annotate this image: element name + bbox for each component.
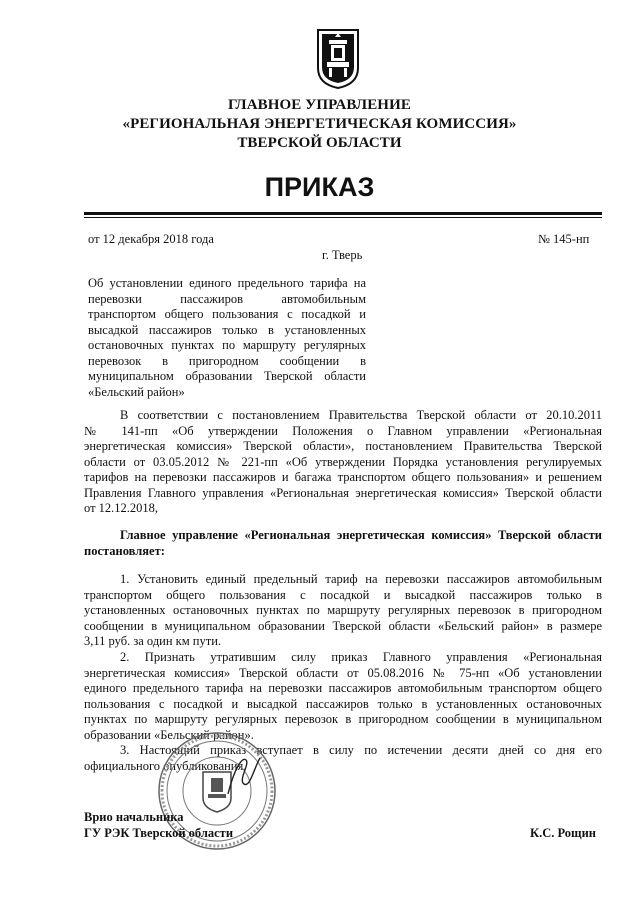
item-2-line: единого предельного тарифа на перевозки пассажиров автомобильным транспортом общего bbox=[84, 681, 602, 695]
item-1-line: установленных остановочных пунктах по маршруту регулярных перевозок в пригородном bbox=[84, 603, 602, 617]
item-2-line: образовании «Бельский район». bbox=[84, 727, 254, 742]
header-line-2: «РЕГИОНАЛЬНАЯ ЭНЕРГЕТИЧЕСКАЯ КОМИССИЯ» bbox=[122, 116, 517, 132]
item-1-line: 1. Установить единый предельный тариф на перевозки пассажиров автомобильным bbox=[120, 572, 602, 586]
preamble-line: от 12.12.2018, bbox=[84, 501, 159, 515]
subject-line: «Бельский район» bbox=[88, 384, 185, 399]
subject-line: перевозки пассажиров автомобильным bbox=[88, 291, 366, 306]
preamble-line: энергетическая комиссия» Тверской области», постановлением Правительства Тверской bbox=[84, 439, 602, 453]
item-3-line: официального опубликования. bbox=[84, 758, 247, 773]
subject-line: транспортом общего пользования с посадкой и bbox=[88, 307, 366, 321]
item-3-line: 3. Настоящий приказ вступает в силу по истечении десяти дней со дня его bbox=[120, 743, 602, 757]
document-number: № 145-нп bbox=[538, 232, 590, 246]
document-date: от 12 декабря 2018 года bbox=[88, 232, 214, 246]
document-subject bbox=[88, 276, 366, 400]
preamble-line: тарифов на перевозки пассажиров и багажа транспортом общего пользования» и решением bbox=[84, 470, 602, 484]
subject-line: перевозок в пригородном сообщении в bbox=[88, 353, 366, 368]
signatory-name: К.С. Рощин bbox=[530, 826, 596, 840]
item-2-line: пользования с посадкой и высадкой пассажиров только в установленных остановочных bbox=[84, 696, 602, 711]
header-rule-thin bbox=[84, 217, 602, 218]
resolves-paragraph bbox=[84, 528, 602, 559]
resolves-line: Главное управление «Региональная энергетическая комиссия» Тверской области bbox=[120, 528, 602, 542]
subject-line: муниципальном образовании Тверской области bbox=[88, 369, 366, 383]
preamble-line: Правления Главного управления «Региональная энергетическая комиссия» Тверской области bbox=[84, 485, 602, 500]
coat-of-arms-icon bbox=[316, 28, 360, 90]
preamble-line: № 141-пп «Об утверждении Положения о Главном управлении «Региональная bbox=[84, 423, 602, 438]
preamble-line: В соответствии с постановлением Правительства Тверской области от 20.10.2011 bbox=[120, 408, 602, 422]
resolves-line: постановляет: bbox=[84, 543, 165, 558]
item-1-paragraph bbox=[84, 572, 602, 650]
item-1-line: 3,11 руб. за один км пути. bbox=[84, 634, 222, 648]
item-2-line: пунктах по маршруту регулярных перевозок в пригородном сообщении в муниципальном bbox=[84, 712, 602, 726]
item-2-line: 2. Признать утратившим силу приказ Главного управления «Региональная bbox=[120, 650, 602, 664]
header-line-1: ГЛАВНОЕ УПРАВЛЕНИЕ bbox=[228, 97, 411, 113]
header-rule-thick bbox=[84, 212, 602, 215]
document-title: ПРИКАЗ bbox=[264, 172, 375, 202]
subject-line: остановочных пунктах по маршруту регулярных bbox=[88, 338, 366, 352]
subject-line: высадкой пассажиров только в установленных bbox=[88, 322, 366, 337]
item-1-line: сообщении в муниципальном образовании Тверской области «Бельский район» в размере bbox=[84, 618, 602, 633]
signatory-position-line-2: ГУ РЭК Тверской области bbox=[84, 826, 234, 840]
signatory-position-line-1: Врио начальника bbox=[84, 810, 184, 824]
item-1-line: транспортом общего пользования с посадкой и высадкой пассажиров только в bbox=[84, 587, 602, 602]
preamble-line: области от 03.05.2012 № 221-пп «Об утверждении Порядка установления регулируемых bbox=[84, 454, 602, 469]
header-line-3: ТВЕРСКОЙ ОБЛАСТИ bbox=[237, 135, 402, 151]
preamble-paragraph bbox=[84, 408, 602, 517]
subject-line: Об установлении единого предельного тарифа на bbox=[88, 276, 366, 290]
document-city: г. Тверь bbox=[322, 248, 363, 262]
handwritten-signature bbox=[224, 750, 264, 800]
item-2-line: энергетическая комиссия» Тверской области от 05.08.2016 № 75-нп «Об установлении bbox=[84, 665, 602, 680]
